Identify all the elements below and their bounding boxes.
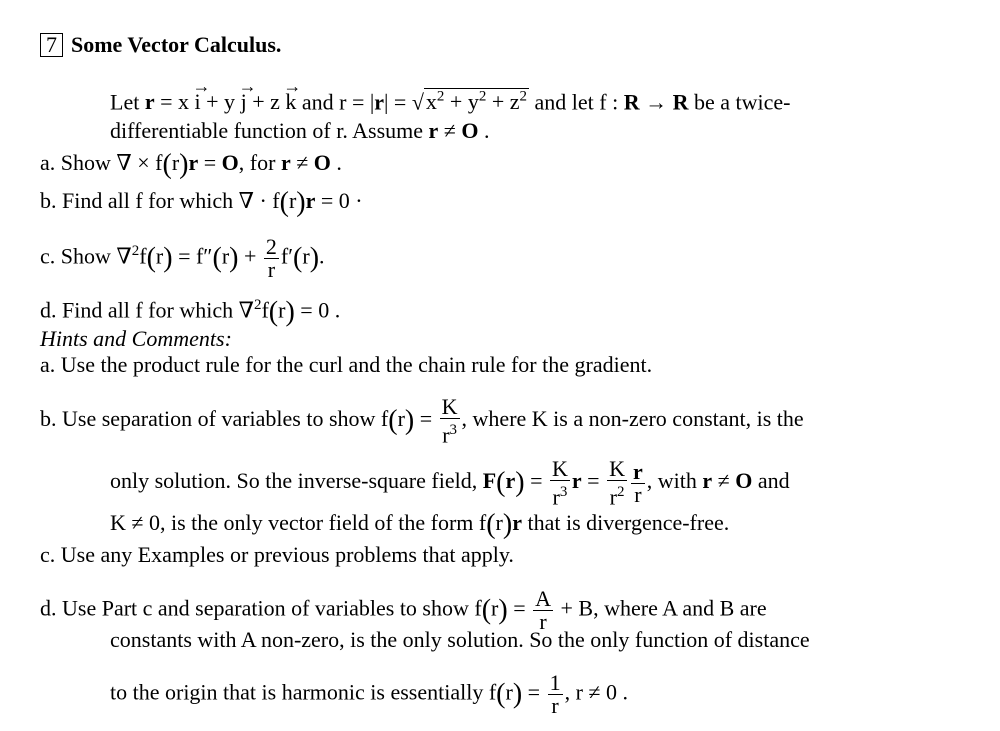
hint-d-line-3: to the origin that is harmonic is essentially f(r) = $\frac{1}{r}$ , r ≠ 0 . — [110, 670, 628, 718]
part-d: d. Find all f for which ∇$^2$f(r) = 0 . — [40, 296, 341, 328]
part-a-tail: , for — [238, 150, 281, 175]
intro-line-1: Let r = x → i + y → j + z → k and $r = |r| = √x^2 + y^2 + z^2$ and let f : R → R be a twice- — [110, 84, 791, 115]
hint-a: a. Use the product rule for the curl and the chain rule for the gradient. — [40, 352, 653, 377]
part-c: c. Show ∇$^2$f(r) = f″(r) + $\frac{2}{r}$ f′(r). — [40, 234, 325, 282]
part-a-label: a. Show — [40, 150, 117, 175]
hint-d-tail: , where A and B are — [593, 595, 767, 621]
hint-b-line-3: K ≠ 0, is the only vector field of the form f(r)r that is divergence-free. — [110, 509, 730, 540]
intro-line-2: differentiable function of r. Assume r ≠ O . — [110, 118, 490, 143]
problem-header — [40, 32, 281, 58]
intro-text: Let — [110, 89, 145, 115]
map-notation: R → R — [623, 89, 689, 115]
hint-c: c. Use any Examples or previous problems that apply. — [40, 542, 514, 567]
intro-text: and let f : — [529, 89, 624, 115]
position-vector-formula: r = x → i + y → j + z → k — [145, 89, 297, 114]
hint-d-line-2: constants with A non-zero, is the only solution. So the only function of distance — [110, 627, 810, 652]
intro-text: be a twice- — [688, 89, 791, 115]
hint-d-text: d. Use Part c and separation of variables to show — [40, 595, 475, 621]
hint-b-and: and — [752, 468, 790, 494]
hint-b-line-2: only solution. So the inverse-square field, F(r) = $\frac{K}{r^3}$ r = $\frac{K}{r^2}$ $\frac{r}{r}$ , with r ≠ O and — [110, 456, 790, 510]
hint-d-text: to the origin that is harmonic is essentially — [110, 679, 489, 705]
problem-number: 7 — [40, 33, 63, 57]
hint-b-text: only solution. So the inverse-square field, — [110, 468, 483, 494]
hint-b-tail: , is the only vector field of the form — [159, 510, 479, 535]
intro-text: differentiable function of r. Assume — [110, 118, 429, 143]
part-a: a. Show ∇ × f(r)r = O, for r ≠ O . — [40, 149, 342, 180]
hint-b-tail: , with — [646, 468, 703, 494]
part-c-label: c. Show — [40, 243, 117, 269]
hints-heading-text: Hints and Comments — [40, 326, 225, 351]
hint-d-line-1: d. Use Part c and separation of variables to show f(r) = $\frac{A}{r}$ + B, where A and B are — [40, 586, 767, 634]
hint-b-tail: , where K is a non-zero constant, is the — [461, 406, 804, 432]
hint-b-text: b. Use separation of variables to show — [40, 406, 381, 432]
problem-title: Some Vector Calculus. — [71, 32, 282, 57]
part-b: b. Find all f for which ∇ · f(r)r = 0 · — [40, 187, 363, 218]
hints-heading: Hints and Comments: — [40, 326, 232, 351]
hint-b-end: that is divergence-free. — [521, 510, 730, 535]
part-b-label: b. Find all f for which — [40, 188, 239, 213]
hint-b-line-1: b. Use separation of variables to show f(r) = $\frac{K}{r^3}$ , where K is a non-zero constant, is the — [40, 394, 804, 448]
part-d-label: d. Find all f for which — [40, 297, 239, 323]
